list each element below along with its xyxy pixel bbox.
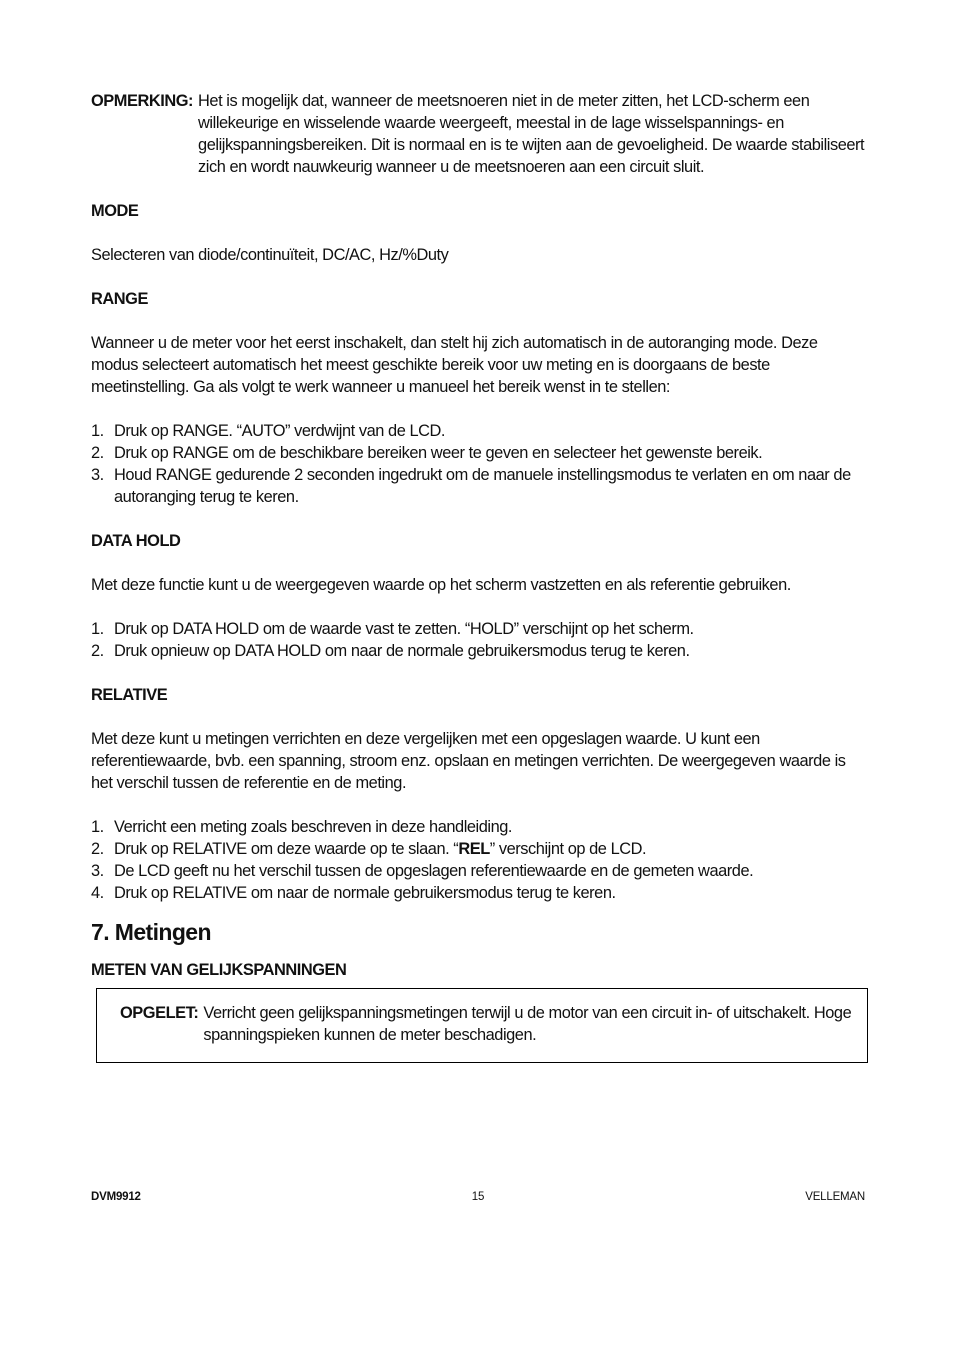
list-item — [91, 442, 867, 464]
list-number: 2. — [91, 444, 104, 462]
list-item — [91, 618, 867, 640]
mode-heading: MODE — [91, 202, 139, 220]
document-body — [91, 90, 867, 1063]
rel-indicator: REL — [458, 840, 490, 858]
relative-heading: RELATIVE — [91, 686, 168, 704]
list-item — [91, 420, 867, 442]
list-item — [91, 860, 867, 882]
mode-text: Selecteren van diode/continuïteit, DC/AC, Hz/%Duty — [91, 246, 449, 264]
remark-text: Het is mogelijk dat, wanneer de meetsnoeren niet in de meter zitten, het LCD-scherm een willekeurige en wisselende waarde weergeeft, meestal in de lage wisselspannings- en gelijkspanningsbereiken. Dit is normaal en is te wijten aan de gevoeligheid. De waarde stabiliseert zich en wordt nauwkeurig wanneer u de meetsnoeren aan een circuit sluit. — [198, 92, 865, 176]
dc-voltage-heading: METEN VAN GELIJKSPANNINGEN — [91, 961, 347, 979]
range-steps — [91, 420, 867, 508]
list-text: Verricht een meting zoals beschreven in deze handleiding. — [114, 818, 513, 836]
warning-text: Verricht geen gelijkspanningsmetingen terwijl u de motor van een circuit in- of uitschakelt. Hoge spanningspieken kunnen de meter beschadigen. — [203, 1004, 852, 1044]
list-number: 2. — [91, 840, 104, 858]
list-text-pre: Druk op RELATIVE om deze waarde op te slaan. “ — [114, 840, 459, 858]
range-text: Wanneer u de meter voor het eerst inschakelt, dan stelt hij zich automatisch in de autoranging mode. Deze modus selecteert automatisch het meest geschikte bereik voor uw meting en is doorgaans de beste meetinstelling. Ga als volgt te werk wanneer u manueel het bereik wenst in te stellen: — [91, 334, 818, 396]
page-footer — [91, 1191, 865, 1207]
list-number: 2. — [91, 642, 104, 660]
data-hold-heading: DATA HOLD — [91, 532, 181, 550]
remark-note — [91, 90, 867, 178]
warning-box — [96, 988, 868, 1063]
relative-steps — [91, 816, 867, 904]
list-number: 1. — [91, 818, 104, 836]
warning-label: OPGELET: — [120, 1004, 199, 1022]
list-item — [91, 882, 867, 904]
section-title: 7. Metingen — [91, 919, 211, 945]
list-text: Druk opnieuw op DATA HOLD om naar de normale gebruikersmodus terug te keren. — [114, 642, 690, 660]
list-number: 1. — [91, 422, 104, 440]
list-number: 3. — [91, 466, 104, 484]
relative-text: Met deze kunt u metingen verrichten en deze vergelijken met een opgeslagen waarde. U kunt een referentiewaarde, bvb. een spanning, stroom enz. opslaan en metingen verrichten. De weergegeven waarde is het verschil tussen de referentie en de meting. — [91, 730, 846, 792]
range-heading: RANGE — [91, 290, 148, 308]
list-item — [91, 464, 867, 508]
data-hold-text: Met deze functie kunt u de weergegeven waarde op het scherm vastzetten en als referentie gebruiken. — [91, 576, 791, 594]
list-number: 3. — [91, 862, 104, 880]
footer-model: DVM9912 — [91, 1191, 141, 1203]
list-item — [91, 816, 867, 838]
remark-label: OPMERKING: — [91, 92, 194, 110]
footer-page-number: 15 — [471, 1191, 485, 1203]
list-number: 1. — [91, 620, 104, 638]
list-text: Druk op RELATIVE om naar de normale gebruikersmodus terug te keren. — [114, 884, 616, 902]
list-text: Druk op DATA HOLD om de waarde vast te zetten. “HOLD” verschijnt op het scherm. — [114, 620, 694, 638]
warning-note — [120, 1002, 867, 1046]
list-item — [91, 640, 867, 662]
list-text: Druk op RANGE. “AUTO” verdwijnt van de LCD. — [114, 422, 446, 440]
footer-brand: VELLEMAN — [805, 1191, 865, 1203]
list-number: 4. — [91, 884, 104, 902]
list-text: Druk op RANGE om de beschikbare bereiken weer te geven en selecteer het gewenste bereik. — [114, 444, 763, 462]
list-text — [114, 838, 867, 860]
data-hold-steps — [91, 618, 867, 662]
list-item — [91, 838, 867, 860]
list-text: Houd RANGE gedurende 2 seconden ingedrukt om de manuele instellingsmodus te verlaten en om naar de autoranging terug te keren. — [114, 466, 851, 506]
list-text-post: ” verschijnt op de LCD. — [489, 840, 647, 858]
list-text: De LCD geeft nu het verschil tussen de opgeslagen referentiewaarde en de gemeten waarde. — [114, 862, 754, 880]
